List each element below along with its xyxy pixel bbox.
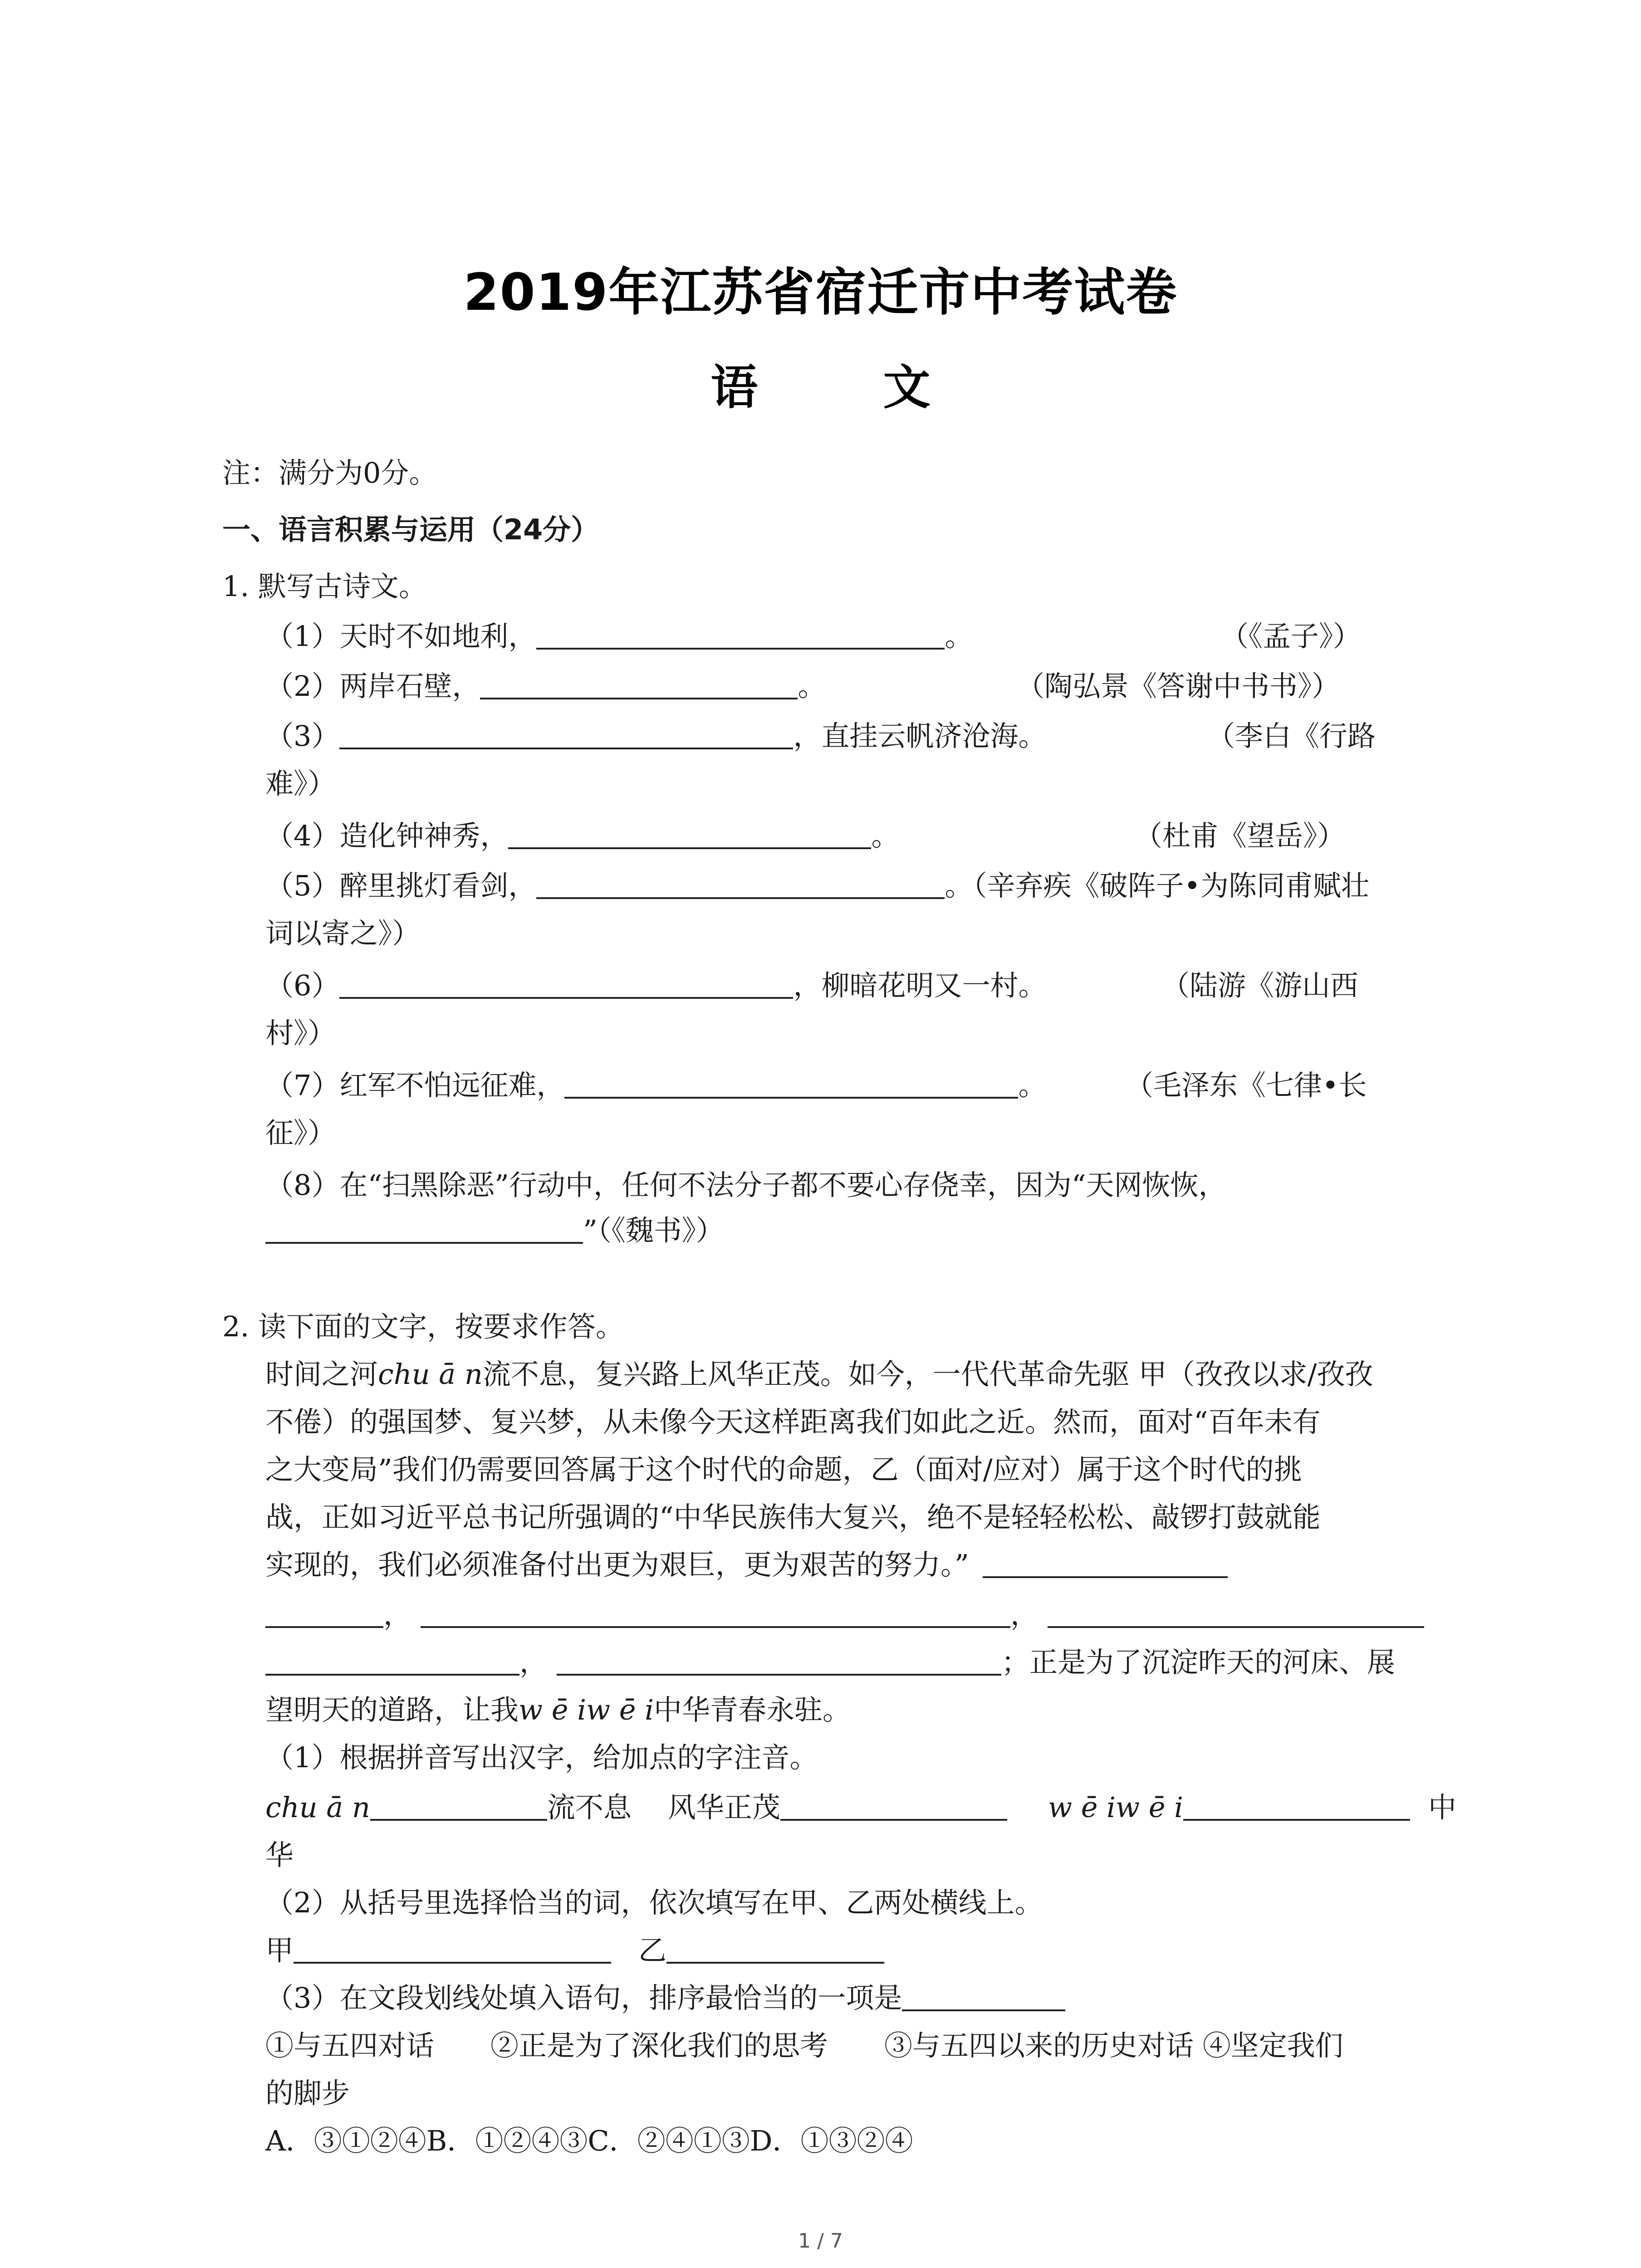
q1-item-1 <box>265 618 973 655</box>
answer-choices: A．③①②④B．①②④③C．②④①③D．①③②④ <box>265 2124 913 2157</box>
q1-item-4-text: （4）造化钟神秀， <box>265 819 509 852</box>
word: 流不息 <box>547 1791 632 1824</box>
answer-blank[interactable] <box>421 1599 1010 1628</box>
q1-item-4-source: （杜甫《望岳》） <box>1134 819 1346 852</box>
passage-text: 中华青春永驻。 <box>654 1693 851 1726</box>
q1-item-2 <box>265 668 826 704</box>
q1-item-8-post: ”（《魏书》） <box>583 1214 724 1247</box>
q1-item-3-source: （李白《行路 <box>1207 719 1376 753</box>
answer-blank[interactable] <box>1048 1599 1424 1628</box>
question-1-stem: 1. 默写古诗文。 <box>222 570 427 603</box>
pinyin: w ē iw ē i <box>1048 1791 1183 1824</box>
q1-item-7-cont: 征》） <box>265 1116 336 1149</box>
answer-blank[interactable] <box>780 1792 1007 1821</box>
pinyin: chu ā n <box>265 1791 370 1824</box>
q1-item-7-post: 。 <box>1018 1069 1047 1102</box>
passage-line-2: 不倦）的强国梦、复兴梦，从未像今天这样距离我们如此之近。然而，面对“百年未有 <box>265 1405 1321 1438</box>
answer-blank[interactable] <box>902 1982 1065 2011</box>
q1-item-1-post: 。 <box>945 620 973 653</box>
q1-item-3-post: ，直挂云帆济沧海。 <box>793 719 1047 753</box>
sub-question-1-cont: 华 <box>265 1838 294 1872</box>
q1-item-8: （8）在“扫黑除恶”行动中，任何不法分子都不要心存侥幸，因为“天网恢恢， <box>265 1168 1227 1202</box>
sub-question-3-text: （3）在文段划线处填入语句，排序最恰当的一项是 <box>265 1981 902 2014</box>
score-note: 注：满分为0分。 <box>222 456 437 489</box>
answer-blank[interactable] <box>557 1647 1001 1676</box>
answer-blank[interactable] <box>508 820 871 849</box>
pinyin: w ē iw ē i <box>519 1693 654 1726</box>
passage-text: 时间之河 <box>265 1358 378 1391</box>
q1-item-8-cont <box>265 1212 724 1249</box>
sub-question-2-blanks <box>265 1932 884 1969</box>
q1-item-1-source: （《孟子》） <box>1220 620 1362 653</box>
passage-text: 望明天的道路，让我 <box>265 1693 519 1726</box>
question-2-stem: 2. 读下面的文字，按要求作答。 <box>222 1310 624 1343</box>
passage-line-8 <box>265 1692 851 1728</box>
answer-blank[interactable] <box>983 1549 1228 1578</box>
q1-item-3 <box>265 718 1046 754</box>
passage-line-6 <box>265 1597 1424 1633</box>
q1-item-5-cont: 词以寄之》） <box>265 917 421 950</box>
answer-blank[interactable] <box>265 1215 583 1244</box>
answer-blank[interactable] <box>339 720 793 749</box>
q1-item-2-post: 。 <box>798 670 826 703</box>
pinyin: chu ā n <box>378 1358 483 1391</box>
sub-question-1: （1）根据拼音写出汉字，给加点的字注音。 <box>265 1741 818 1774</box>
q1-item-4 <box>265 818 899 854</box>
q1-item-3-text: （3） <box>265 719 340 753</box>
answer-blank[interactable] <box>339 970 793 999</box>
passage-text: 实现的，我们必须准备付出更为艰巨，更为艰苦的努力。” <box>265 1548 969 1581</box>
word: 风华正茂 <box>667 1791 780 1824</box>
q1-item-6-text: （6） <box>265 969 340 1002</box>
subject-title: 语 文 <box>710 360 985 415</box>
answer-blank[interactable] <box>480 670 798 699</box>
q1-item-7-text: （7）红军不怕远征难， <box>265 1069 565 1102</box>
q1-item-2-source: （陶弘景《答谢中书书》） <box>1016 670 1340 703</box>
q1-item-5 <box>265 868 1369 904</box>
passage-line-4: 战，正如习近平总书记所强调的“中华民族伟大复兴，绝不是轻轻松松、敲锣打鼓就能 <box>265 1501 1321 1534</box>
sub-question-3 <box>265 1980 1065 2016</box>
q1-item-6 <box>265 968 1046 1004</box>
q1-item-2-text: （2）两岸石壁， <box>265 670 480 703</box>
answer-blank[interactable] <box>666 1935 884 1964</box>
sub-question-2: （2）从括号里选择恰当的词，依次填写在甲、乙两处横线上。 <box>265 1886 1043 1919</box>
answer-blank[interactable] <box>265 1647 519 1676</box>
sub-question-1-blanks <box>265 1789 1456 1826</box>
label-jia: 甲 <box>265 1934 294 1967</box>
word: 中 <box>1428 1791 1456 1824</box>
q1-item-4-post: 。 <box>871 819 900 852</box>
label-yi: 乙 <box>638 1934 667 1967</box>
answer-blank[interactable] <box>370 1792 547 1821</box>
options-line-2: 的脚步 <box>265 2077 350 2110</box>
answer-blank[interactable] <box>294 1935 611 1964</box>
answer-blank[interactable] <box>265 1599 383 1628</box>
q1-item-1-text: （1）天时不如地利， <box>265 620 537 653</box>
comma: ， <box>519 1646 548 1679</box>
q1-item-5-text: （5）醉里挑灯看剑， <box>265 869 537 902</box>
comma: ， <box>1010 1598 1039 1631</box>
options-line-1: ①与五四对话 ②正是为了深化我们的思考 ③与五四以来的历史对话 ④坚定我们 <box>265 2029 1343 2062</box>
exam-title: 2019年江苏省宿迁市中考试卷 <box>463 263 1178 322</box>
passage-line-3: 之大变局”我们仍需要回答属于这个时代的命题，乙（面对/应对）属于这个时代的挑 <box>265 1453 1302 1486</box>
q1-item-3-cont: 难》） <box>265 767 336 800</box>
q1-item-7-source: （毛泽东《七律•长 <box>1125 1069 1367 1102</box>
comma: ， <box>383 1598 412 1631</box>
answer-blank[interactable] <box>536 870 945 899</box>
passage-line-1 <box>265 1356 1373 1393</box>
passage-text: ；正是为了沉淀昨天的河床、展 <box>1001 1646 1396 1679</box>
q1-item-7 <box>265 1067 1046 1104</box>
page-number: 1 / 7 <box>798 2229 843 2253</box>
q1-item-6-source: （陆游《游山西 <box>1161 969 1359 1002</box>
passage-line-5 <box>265 1547 1228 1583</box>
passage-text: 流不息，复兴路上风华正茂。如今，一代代革命先驱 甲（孜孜以求/孜孜 <box>482 1358 1373 1391</box>
section-heading: 一、语言积累与运用（24分） <box>222 513 599 546</box>
answer-blank[interactable] <box>1183 1792 1410 1821</box>
passage-line-7 <box>265 1644 1395 1681</box>
q1-item-6-cont: 村》） <box>265 1017 336 1050</box>
answer-blank[interactable] <box>536 621 945 650</box>
q1-item-6-post: ，柳暗花明又一村。 <box>793 969 1047 1002</box>
q1-item-5-post: 。（辛弃疾《破阵子•为陈同甫赋壮 <box>945 869 1370 902</box>
answer-blank[interactable] <box>564 1070 1018 1099</box>
